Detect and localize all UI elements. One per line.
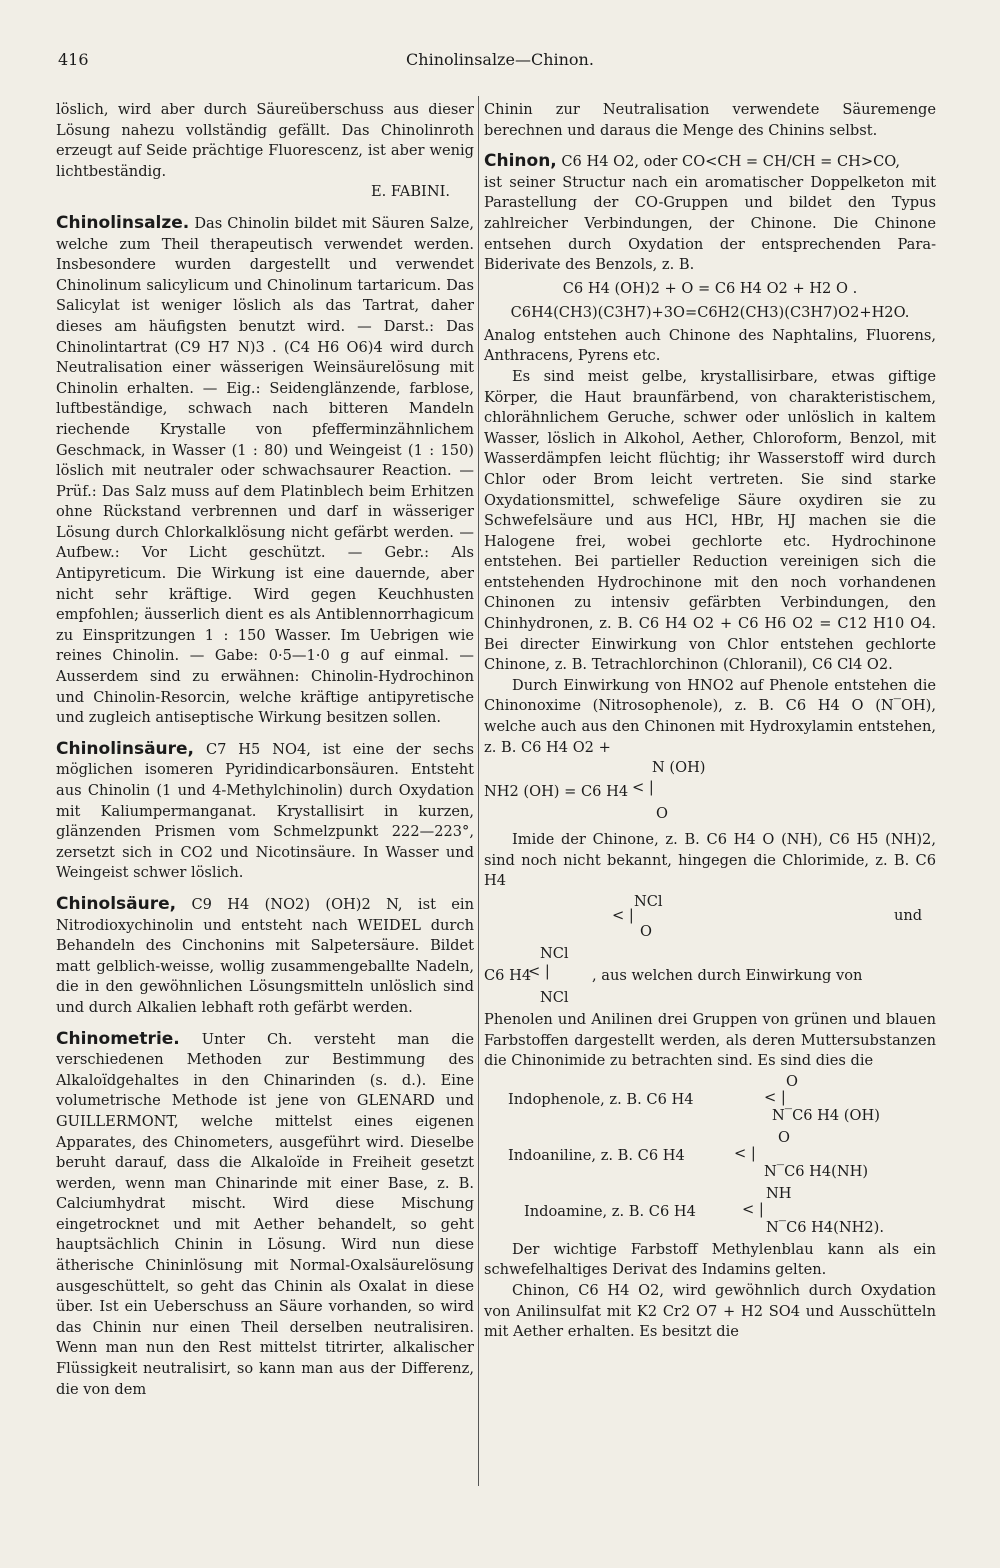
list-indophenole [484, 1072, 936, 1128]
entry-heading: Chinometrie. [56, 1028, 180, 1049]
struct-bottom: N‾C6 H4 (OH) [772, 1106, 880, 1124]
bond-glyph: < | [764, 1088, 786, 1106]
struct-top: O [778, 1128, 790, 1146]
entry-chinon-heading [484, 151, 936, 173]
paragraph-analog: Analog entstehen auch Chinone des Naphtalins, Fluorens, Anthracens, Pyrens etc. [484, 326, 936, 365]
struct-bottom: N‾C6 H4(NH2). [766, 1218, 884, 1236]
entry-text: ist seiner Structur nach ein aromatischer Doppelketon mit Parastellung der CO-Gruppen und bildet den Typus zahlreicher Verbindungen, der Chinone. Die Chinone entsehen durch Oxydation der entsprechenden Para-Biderivate des Benzols, z. B. [484, 173, 936, 274]
paragraph-imide: Imide der Chinone, z. B. C6 H4 O (NH), C6 H5 (NH)2, sind noch nicht bekannt, hingegen die Chlorimide, z. B. C6 H4 [484, 831, 936, 890]
structure-dichlorimide [484, 944, 936, 1010]
bond-glyph: < | [632, 779, 654, 797]
entry-chinolinsaeure [56, 739, 474, 884]
paragraph-properties: Es sind meist gelbe, krystallisirbare, etwas giftige Körper, die Haut braunfärbend, von charakteristischem, chlorähnlichem Geruche, schwer oder unlöslich in kaltem Wasser, löslich in Alkohol, Aether, Chloroform, Benzol, mit Wasserdämpfen leicht flüchtig; ihr Wasserstoff wird durch Chlor oder Brom leicht vertreten. Sie sind starke Oxydationsmittel, schwefelige Säure oxydiren sie zu Schwefelsäure und aus HCl, HBr, HJ machen sie die Halogene frei, wobei gechlorte etc. Hydrochinone entstehen. Bei partieller Reduction vereinigen sich die entstehenden Hydrochinone mit den noch vorhandenen Chinonen zu intensiv gefärbten Verbindungen, den Chinhydronen, z. B. C6 H4 O2 + C6 H6 O2 = C12 H10 O4. Bei directer Einwirkung von Chlor entstehen gechlorte Chinone, z. B. Tetrachlorchinon (Chloranil), C6 Cl4 O2. [484, 367, 936, 674]
list-label: Indoamine, z. B. C6 H4 [524, 1202, 696, 1220]
equation-1: C6 H4 (OH)2 + O = C6 H4 O2 + H2 O . [562, 279, 858, 297]
struct-top: NH [766, 1184, 792, 1202]
entry-heading: Chinolsäure, [56, 893, 177, 914]
column-divider [478, 96, 479, 1486]
struct-top: O [786, 1072, 798, 1090]
author-signature: E. FABINI. [371, 183, 450, 201]
structure-oxime [484, 758, 936, 830]
struct-top: NCl [540, 945, 569, 962]
paragraph-farbstoff: Der wichtige Farbstoff Methylenblau kann als ein schwefelhaltiges Derivat des Indamins gelten. [484, 1240, 936, 1279]
struct-top: NCl [634, 893, 663, 910]
paragraph-continuation: Chinin zur Neutralisation verwendete Säuremenge berechnen und daraus die Menge des Chinins selbst. [484, 101, 936, 139]
paragraph-phenolen: Phenolen und Anilinen drei Gruppen von grünen und blauen Farbstoffen dargestellt werden, als deren Muttersubstanzen die Chinonimide zu betrachten sind. Es sind dies die [484, 1011, 936, 1070]
entry-heading: Chinon, [484, 151, 557, 172]
bond-glyph: < | [528, 963, 550, 980]
struct-bottom: O [640, 923, 652, 940]
entry-chinolsaeure [56, 894, 474, 1019]
paragraph-last: Chinon, C6 H4 O2, wird gewöhnlich durch Oxydation von Anilinsulfat mit K2 Cr2 O7 + H2 SO4 und Ausschütteln mit Aether erhalten. Es besitzt die [484, 1281, 936, 1341]
struct-left: C6 H4 [484, 967, 532, 984]
running-title: Chinolinsalze—Chinon. [406, 50, 594, 69]
struct-left: NH2 (OH) = C6 H4 [484, 783, 629, 801]
structure-chlorimide [484, 892, 936, 944]
right-column [484, 100, 936, 1343]
list-indoamine [484, 1184, 936, 1240]
struct-bottom: NCl [540, 989, 569, 1006]
left-column [56, 100, 474, 1400]
bond-glyph: < | [612, 907, 634, 924]
entry-heading: Chinolinsäure, [56, 738, 195, 759]
struct-top: N (OH) [652, 759, 706, 777]
chinon-formula: C6 H4 O2, oder CO<CH = CH/CH = CH>CO, [561, 153, 901, 171]
bond-glyph: < | [742, 1200, 764, 1218]
struct-bottom: O [656, 805, 668, 823]
entry-text: Unter Ch. versteht man die verschiedenen Methoden zur Bestimmung des Alkaloïdgehaltes in den Chinarinden (s. d.). Eine volumetrische Methode ist jene von GLENARD und GUILLERMONT, welche mittelst eines eigenen Apparates, des Chinometers, ausgeführt wird. Dieselbe beruht darauf, dass die Alkaloïde in Freiheit gesetzt werden, wenn man Chinarinde mit einer Base, z. B. Calciumhydrat mischt. Wird diese Mischung eingetrocknet und mit Aether behandelt, so geht hauptsächlich Chinin in Lösung. Wird nun diese ätherische Chininlösung mit Normal-Oxalsäurelösung ausgeschüttelt, so geht das Chinin als Oxalat in diese über. Ist ein Ueberschuss an Säure vorhanden, so wird das Chinin nur einen Theil derselben neutralisiren. Wenn man nun den Rest mittelst titrirter, alkalischer Flüssigkeit neutralisirt, so kann man aus der Differenz, die von dem [56, 1030, 474, 1398]
entry-text: C9 H4 (NO2) (OH)2 N, ist ein Nitrodioxychinolin und entsteht nach WEIDEL durch Behandeln des Cinchonins mit Salpetersäure. Bildet matt gelblich-weisse, wollig zusammengeballte Nadeln, die in den gewöhnlichen Lösungsmitteln unlöslich sind und durch Alkalien lebhaft roth gefärbt werden. [56, 895, 475, 1016]
paragraph-continuation: löslich, wird aber durch Säureüberschuss aus dieser Lösung nahezu vollständig gefällt. Das Chinolinroth erzeugt auf Seide prächtige Fluorescenz, ist aber wenig lichtbeständig. [56, 101, 474, 180]
entry-text: C7 H5 NO4, ist eine der sechs möglichen isomeren Pyridindicarbonsäuren. Entsteht aus Chinolin (1 und 4-Methylchinolin) durch Oxydation mit Kaliumpermanganat. Krystallisirt in kurzen, glänzenden Prismen vom Schmelzpunkt 222—223°, zersetzt sich in CO2 und Nicotinsäure. In Wasser und Weingeist schwer löslich. [56, 740, 475, 882]
equation-2: C6H4(CH3)(C3H7)+3O=C6H2(CH3)(C3H7)O2+H2O. [510, 303, 910, 321]
struct-and: und [894, 907, 923, 924]
list-label: Indophenole, z. B. C6 H4 [508, 1090, 694, 1108]
bond-glyph: < | [734, 1144, 756, 1162]
entry-heading: Chinolinsalze. [56, 212, 190, 233]
paragraph-hno2: Durch Einwirkung von HNO2 auf Phenole entstehen die Chinonoxime (Nitrosophenole), z. B. C6 H4 O (N‾OH), welche auch aus den Chinonen mit Hydroxylamin entstehen, z. B. C6 H4 O2 + [484, 676, 936, 756]
entry-chinolinsalze [56, 213, 474, 729]
page-number: 416 [58, 50, 89, 69]
struct-bottom: N‾C6 H4(NH) [764, 1162, 869, 1180]
list-indoaniline [484, 1128, 936, 1184]
entry-chinometrie [56, 1029, 474, 1401]
struct-text: , aus welchen durch Einwirkung von [592, 967, 863, 984]
page-header [58, 50, 942, 74]
list-label: Indoaniline, z. B. C6 H4 [508, 1146, 685, 1164]
entry-text: Das Chinolin bildet mit Säuren Salze, welche zum Theil therapeutisch verwendet werden. Insbesondere wurden dargestellt und verwendet Chinolinum salicylicum und Chinolinum tartaricum. Das Salicylat ist weniger löslich als das Tartrat, daher dieses am häufigsten benutzt wird. — Darst.: Das Chinolintartrat (C9 H7 N)3 . (C4 H6 O6)4 wird durch Neutralisation einer wässerigen Weinsäurelösung mit Chinolin erhalten. — Eig.: Seidenglänzende, farblose, luftbeständige, schwach nach bitteren Mandeln riechende Krystalle von pfefferminzähnlichem Geschmack, in Wasser (1 : 80) und Weingeist (1 : 150) löslich mit neutraler oder schwachsaurer Reaction. — Prüf.: Das Salz muss auf dem Platinblech beim Erhitzen ohne Rückstand verbrennen und darf in wässeriger Lösung durch Chlorkalklösung nicht gefärbt werden. — Aufbew.: Vor Licht geschützt. — Gebr.: Als Antipyreticum. Die Wirkung ist eine dauernde, aber nicht sehr kräftige. Wird gegen Keuchhusten empfohlen; äusserlich dient es als Antiblennorrhagicum zu Einspritzungen 1 : 150 Wasser. Im Uebrigen wie reines Chinolin. — Gabe: 0·5—1·0 g auf einmal. — Ausserdem sind zu erwähnen: Chinolin-Hydrochinon und Chinolin-Resorcin, welche kräftige antipyretische und zugleich antiseptische Wirkung besitzen sollen. [56, 214, 474, 727]
